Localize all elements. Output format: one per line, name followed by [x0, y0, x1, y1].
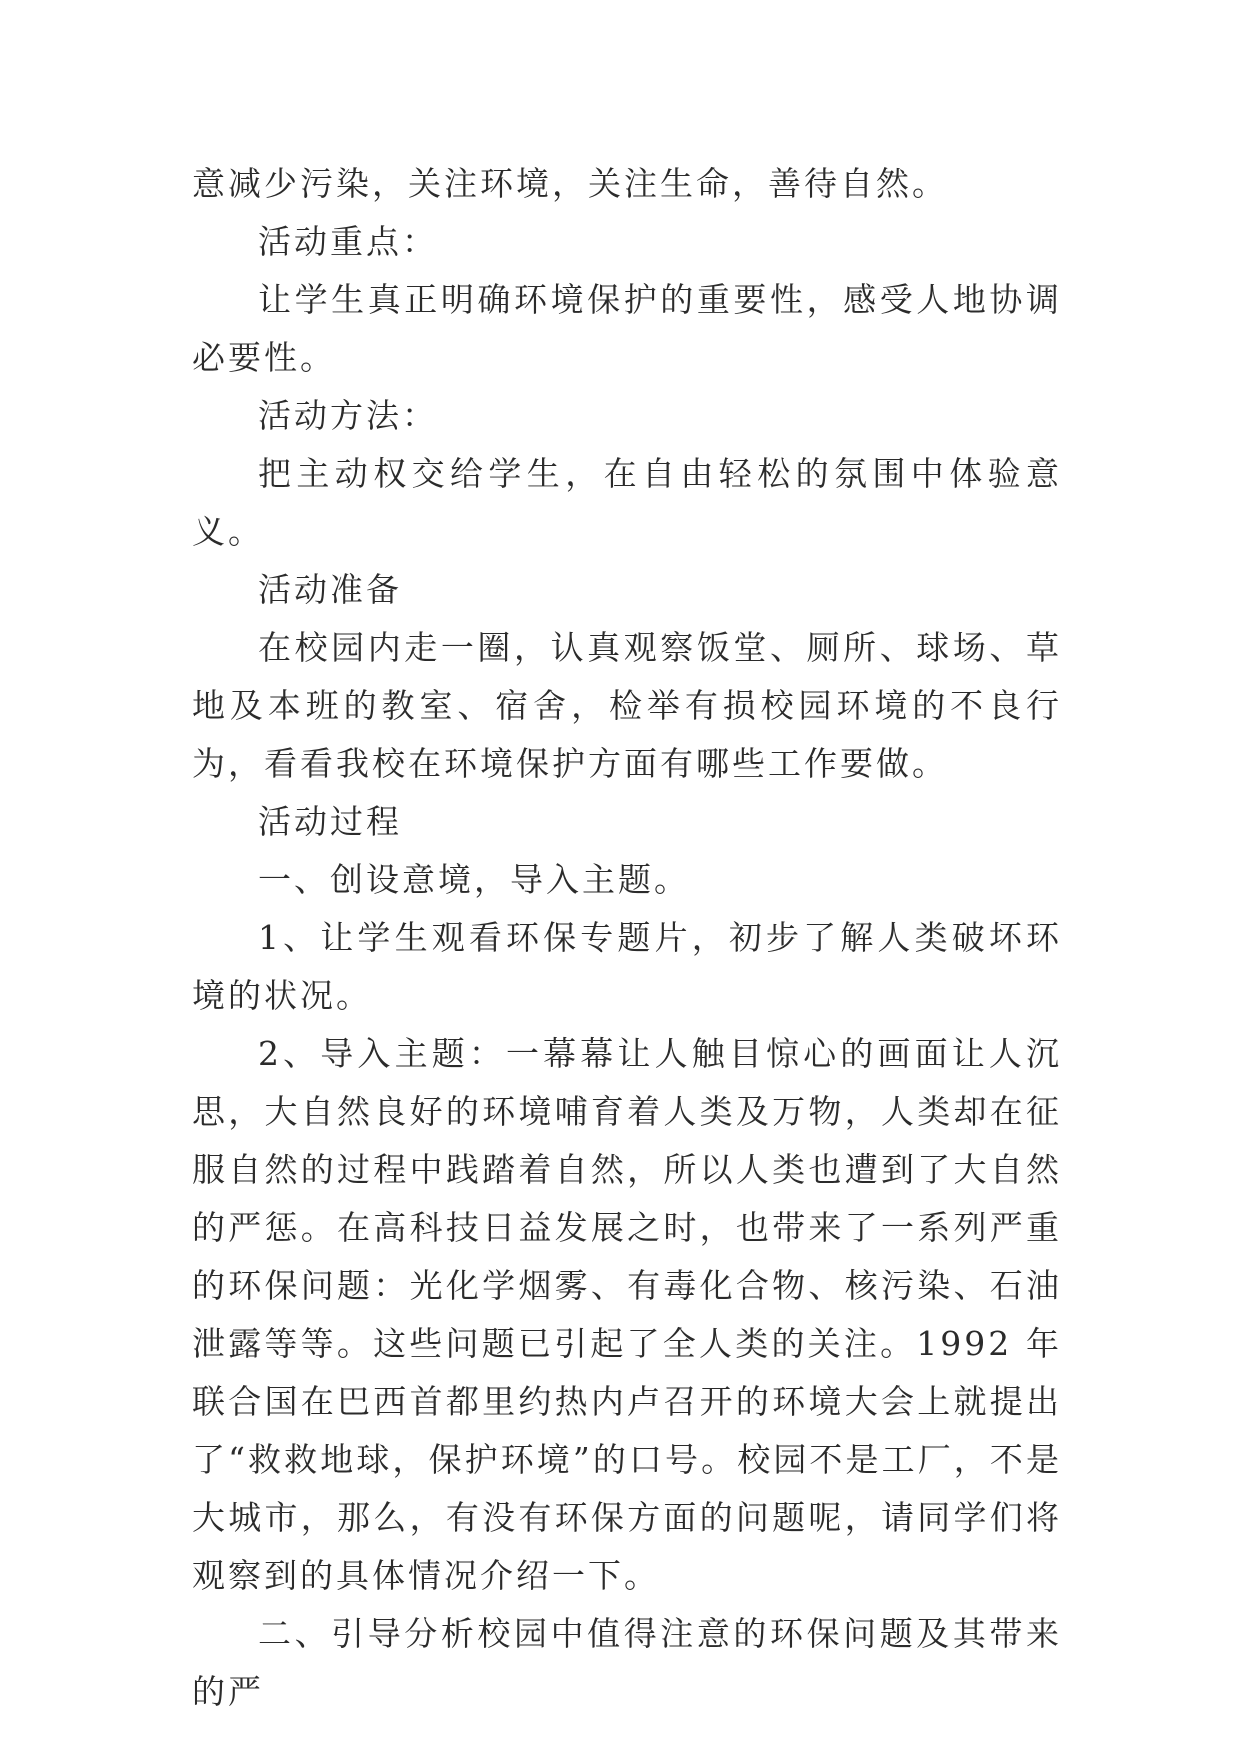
paragraph-7: 活动过程: [258, 802, 402, 841]
paragraph-2: 让学生真正明确环境保护的重要性，感受人地协调必要性。: [192, 280, 1062, 377]
paragraph-9: 1、让学生观看环保专题片，初步了解人类破坏环境的状况。: [192, 918, 1062, 1015]
paragraph-8: 一、创设意境，导入主题。: [258, 860, 690, 899]
paragraph-10: 2、导入主题：一幕幕让人触目惊心的画面让人沉思，大自然良好的环境哺育着人类及万物，人类却在征服自然的过程中践踏着自然，所以人类也遭到了大自然的严惩。在高科技日益发展之时，也带来了一系列严重的环保问题：光化学烟雾、有毒化合物、核污染、石油泄露等等。这些问题已引起了全人类的关注。1992 年联合国在巴西首都里约热内卢召开的环境大会上就提出了“救救地球，保护环境”的口号。校园不是工厂，不是大城市，那么，有没有环保方面的问题呢，请同学们将观察到的具体情况介绍一下。: [192, 1034, 1062, 1595]
paragraph-0: 意减少污染，关注环境，关注生命，善待自然。: [192, 164, 948, 203]
paragraph-5: 活动准备: [258, 570, 402, 609]
paragraph-6: 在校园内走一圈，认真观察饭堂、厕所、球场、草地及本班的教室、宿舍，检举有损校园环境的不良行为，看看我校在环境保护方面有哪些工作要做。: [192, 628, 1062, 783]
document-body: [192, 155, 1062, 1721]
paragraph-4: 把主动权交给学生，在自由轻松的氛围中体验意义。: [192, 454, 1062, 551]
paragraph-3: 活动方法：: [258, 396, 438, 435]
paragraph-1: 活动重点：: [258, 222, 438, 261]
paragraph-11: 二、引导分析校园中值得注意的环保问题及其带来的严: [192, 1614, 1062, 1711]
